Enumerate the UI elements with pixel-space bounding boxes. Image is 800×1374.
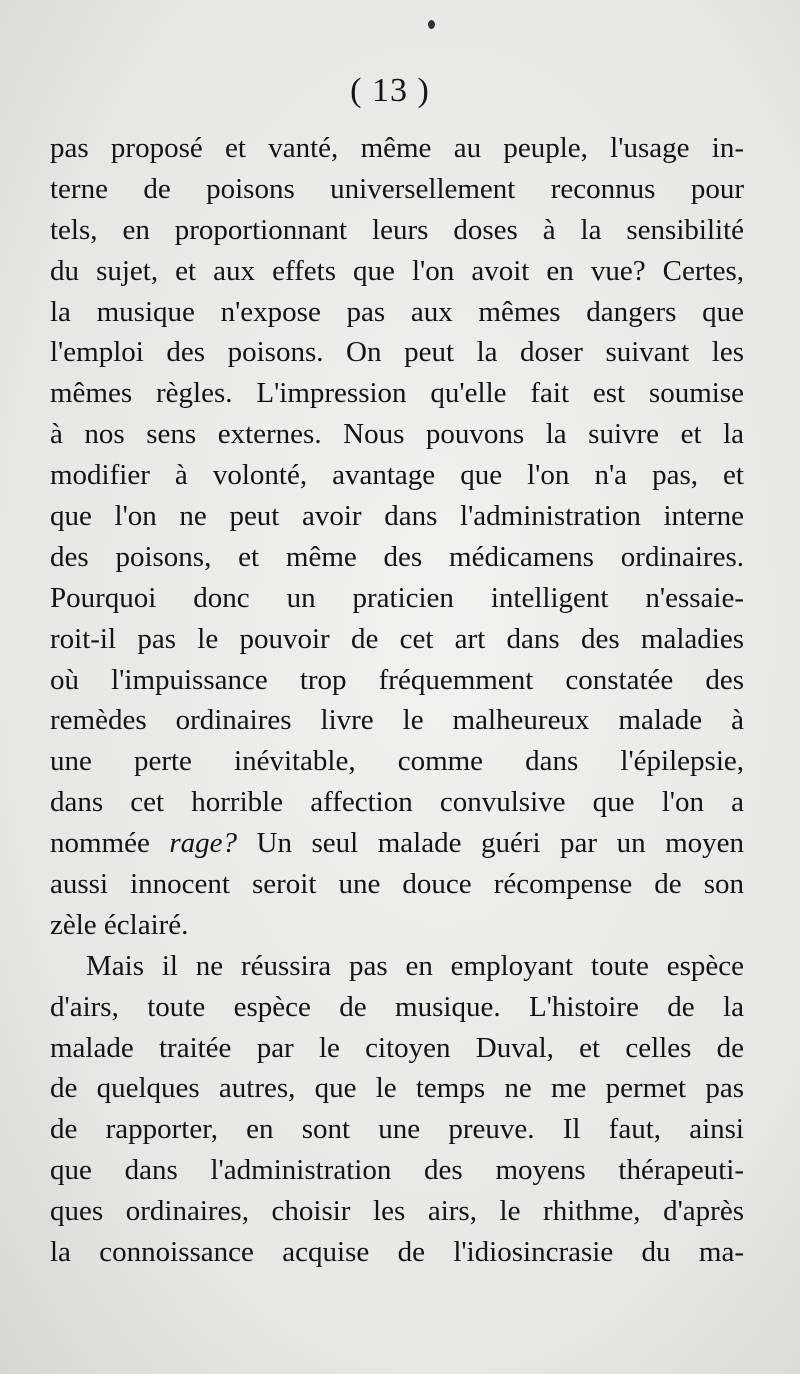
text-line: de quelques autres, que le temps ne me permet pas [50,1072,744,1105]
ink-speck [428,20,435,29]
text-line: malade traitée par le citoyen Duval, et celles de [50,1031,744,1064]
text-line: des poisons, et même des médicamens ordinaires. [50,540,744,573]
text-line: terne de poisons universellement reconnus pour [50,172,744,205]
text-line: où l'impuissance trop fréquemment constatée des [50,663,744,696]
text-line: une perte inévitable, comme dans l'épilepsie, [50,745,744,778]
text-line: la musique n'expose pas aux mêmes dangers que [50,295,744,328]
text-body [50,128,744,1273]
text-line: mêmes règles. L'impression qu'elle fait est soumise [50,377,744,410]
page-number: ( 13 ) [350,72,430,109]
text-line-with-italic [50,823,744,864]
text-line: pas proposé et vanté, même au peuple, l'usage in- [50,132,744,164]
text-line: roit-il pas le pouvoir de cet art dans des maladies [50,622,744,655]
paragraph-end-line: zèle éclairé. [50,908,189,941]
text-line: de rapporter, en sont une preuve. Il faut, ainsi [50,1113,744,1146]
text-line: d'airs, toute espèce de musique. L'histoire de la [50,990,744,1023]
paragraph-start-line: Mais il ne réussira pas en employant toute espèce [86,949,744,982]
text-line: modifier à volonté, avantage que l'on n'a pas, et [50,459,744,492]
text-line: que dans l'administration des moyens thérapeuti- [50,1154,744,1187]
text-segment: Un seul malade guéri par un moyen [237,827,744,860]
text-line: dans cet horrible affection convulsive que l'on a [50,786,744,819]
text-line: que l'on ne peut avoir dans l'administration interne [50,500,744,533]
text-line: la connoissance acquise de l'idiosincrasie du ma- [50,1236,744,1269]
text-line: à nos sens externes. Nous pouvons la suivre et la [50,418,744,451]
text-line: tels, en proportionnant leurs doses à la sensibilité [50,213,744,246]
text-line: l'emploi des poisons. On peut la doser suivant les [50,336,744,369]
italic-word: rage? [169,827,238,860]
text-line: remèdes ordinaires livre le malheureux malade à [50,704,744,737]
text-line: Pourquoi donc un praticien intelligent n'essaie- [50,581,744,614]
text-line: aussi innocent seroit une douce récompense de son [50,868,744,901]
text-segment: nommée [50,827,170,860]
text-line: du sujet, et aux effets que l'on avoit en vue? Certes, [50,254,744,287]
text-line: ques ordinaires, choisir les airs, le rhithme, d'après [50,1195,744,1228]
